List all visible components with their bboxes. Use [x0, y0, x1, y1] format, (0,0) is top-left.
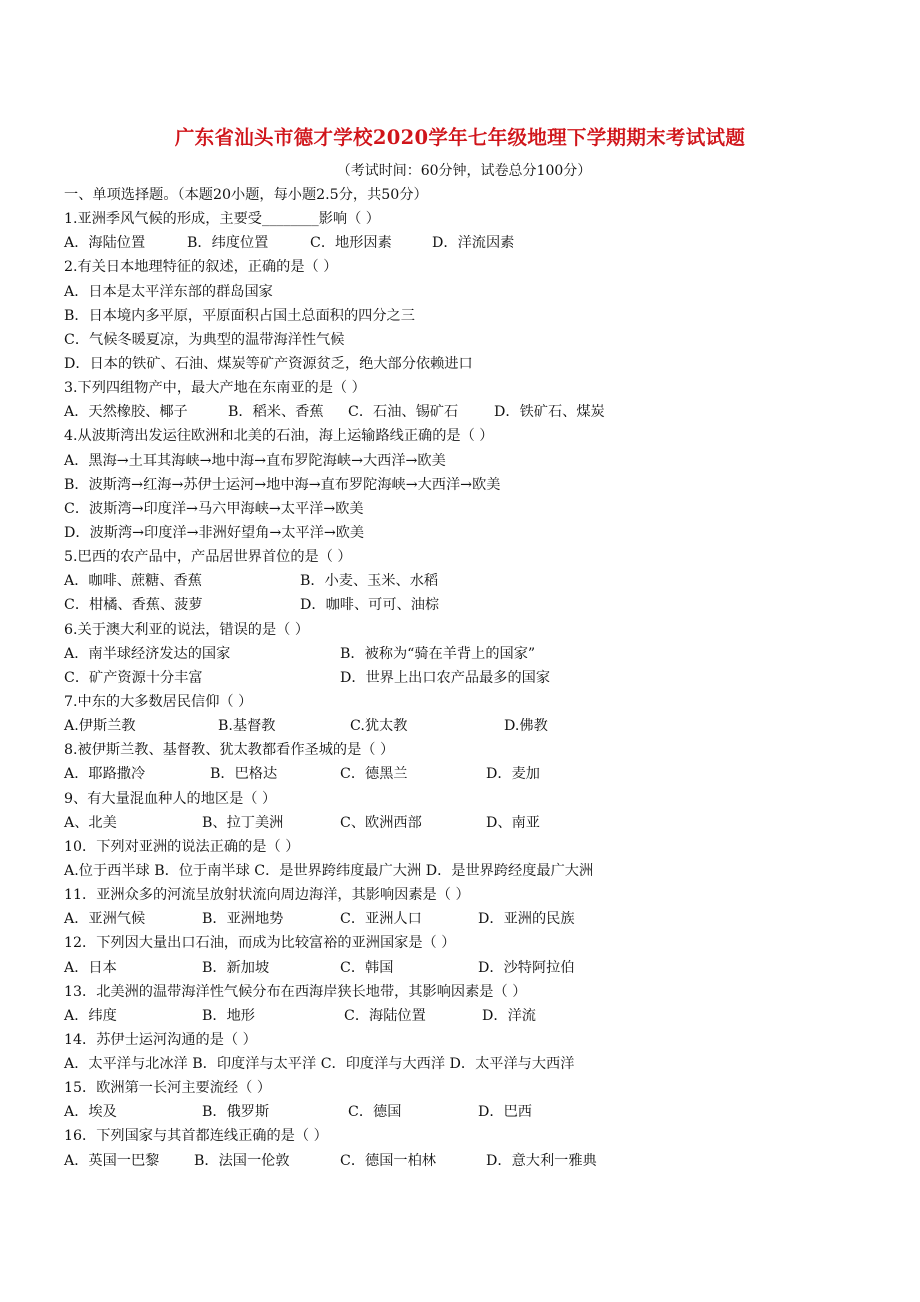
option: C．地形因素 — [310, 235, 392, 252]
option: A．南半球经济发达的国家 — [64, 645, 231, 662]
option: A．纬度 — [64, 1007, 117, 1024]
question-stem: 14．苏伊士运河沟通的是（ ） — [64, 1031, 257, 1048]
question-stem: 5.巴西的农产品中，产品居世界首位的是（ ） — [64, 549, 352, 566]
option: D．波斯湾→印度洋→非洲好望角→太平洋→欧美 — [64, 524, 365, 541]
option: A．埃及 — [64, 1104, 117, 1121]
option: A．日本 — [64, 959, 117, 976]
option: A.位于西半球 B．位于南半球 C．是世界跨纬度最广大洲 D．是世界跨经度最广大洲 — [64, 862, 594, 879]
option: B．小麦、玉米、水稻 — [300, 573, 439, 590]
option: B．亚洲地势 — [202, 911, 284, 928]
option: D．咖啡、可可、油棕 — [300, 597, 440, 614]
option: C．德黑兰 — [340, 766, 408, 783]
option: C．德国一柏林 — [340, 1152, 436, 1169]
option: C．石油、锡矿石 — [348, 404, 459, 421]
question-stem: 15．欧洲第一长河主要流经（ ） — [64, 1080, 272, 1097]
question-stem: 4.从波斯湾出发运往欧洲和北美的石油，海上运输路线正确的是（ ） — [64, 428, 494, 445]
options-row — [64, 642, 864, 666]
question-stem: 10．下列对亚洲的说法正确的是（ ） — [64, 838, 300, 855]
option: D．亚洲的民族 — [478, 911, 575, 928]
question-stem: 9、有大量混血种人的地区是（ ） — [64, 790, 277, 807]
option: B．稻米、香蕉 — [228, 404, 324, 421]
option: A．海陆位置 — [64, 235, 146, 252]
option: D、南亚 — [486, 814, 540, 831]
option: A．英国一巴黎 — [64, 1152, 160, 1169]
option: A．亚洲气候 — [64, 911, 146, 928]
option: C．亚洲人口 — [340, 911, 422, 928]
options-row — [64, 714, 864, 738]
option: B．纬度位置 — [187, 235, 269, 252]
option: B．法国一伦敦 — [194, 1152, 290, 1169]
options-row — [64, 1149, 864, 1173]
option: A．天然橡胶、椰子 — [64, 404, 188, 421]
option: C．韩国 — [340, 959, 394, 976]
question-stem: 1.亚洲季风气候的形成，主要受________影响（ ） — [64, 211, 380, 228]
options-row — [64, 956, 864, 980]
question-stem: 11．亚洲众多的河流呈放射状流向周边海洋，其影响因素是（ ） — [64, 887, 470, 904]
option: C.犹太教 — [350, 718, 408, 735]
options-row — [64, 231, 864, 255]
option: D．世界上出口农产品最多的国家 — [340, 669, 551, 686]
option: A．耶路撒冷 — [64, 766, 146, 783]
question-stem: 6.关于澳大利亚的说法，错误的是（ ） — [64, 621, 310, 638]
option: D．洋流 — [482, 1007, 536, 1024]
options-row — [64, 762, 864, 786]
options-row — [64, 1004, 864, 1028]
option: B．日本境内多平原，平原面积占国土总面积的四分之三 — [64, 307, 415, 324]
option: A、北美 — [64, 814, 117, 831]
option: D.佛教 — [504, 718, 548, 735]
option: D．麦加 — [486, 766, 540, 783]
option: B．新加坡 — [202, 959, 270, 976]
option: D．日本的铁矿、石油、煤炭等矿产资源贫乏，绝大部分依赖进口 — [64, 355, 473, 372]
option: B．俄罗斯 — [202, 1104, 270, 1121]
options-row — [64, 666, 864, 690]
option: C、欧洲西部 — [340, 814, 422, 831]
question-stem: 2.有关日本地理特征的叙述，正确的是（ ） — [64, 259, 338, 276]
option: A．黑海→土耳其海峡→地中海→直布罗陀海峡→大西洋→欧美 — [64, 452, 446, 469]
option: B.基督教 — [218, 718, 276, 735]
exam-subtitle: （考试时间：60分钟，试卷总分100分） — [336, 163, 592, 179]
option: C．波斯湾→印度洋→马六甲海峡→太平洋→欧美 — [64, 500, 364, 517]
exam-body — [64, 183, 864, 1173]
option: D．巴西 — [478, 1104, 532, 1121]
option: B、拉丁美洲 — [202, 814, 284, 831]
options-row — [64, 1100, 864, 1124]
option: C．德国 — [348, 1104, 402, 1121]
option: C．海陆位置 — [344, 1007, 426, 1024]
exam-title: 广东省汕头市德才学校2020学年七年级地理下学期期末考试试题 — [174, 126, 746, 149]
option: C．气候冬暖夏凉，为典型的温带海洋性气候 — [64, 331, 345, 348]
options-row — [64, 400, 864, 424]
option: A．咖啡、蔗糖、香蕉 — [64, 573, 202, 590]
option: D．铁矿石、煤炭 — [494, 404, 605, 421]
option: D．沙特阿拉伯 — [478, 959, 575, 976]
question-stem: 12．下列因大量出口石油，而成为比较富裕的亚洲国家是（ ） — [64, 935, 456, 952]
options-row — [64, 593, 864, 617]
option: B．波斯湾→红海→苏伊士运河→地中海→直布罗陀海峡→大西洋→欧美 — [64, 476, 501, 493]
option: B．被称为“骑在羊背上的国家” — [340, 645, 536, 662]
option: D．意大利一雅典 — [486, 1152, 597, 1169]
question-stem: 3.下列四组物产中，最大产地在东南亚的是（ ） — [64, 380, 366, 397]
options-row — [64, 569, 864, 593]
section-heading: 一、单项选择题。（本题20小题，每小题2.5分，共50分） — [64, 187, 428, 203]
question-stem: 8.被伊斯兰教、基督教、犹太教都看作圣城的是（ ） — [64, 742, 395, 759]
question-stem: 13．北美洲的温带海洋性气候分布在西海岸狭长地带，其影响因素是（ ） — [64, 983, 527, 1000]
option: A．日本是太平洋东部的群岛国家 — [64, 283, 273, 300]
option: A.伊斯兰教 — [64, 718, 136, 735]
question-stem: 16．下列国家与其首都连线正确的是（ ） — [64, 1128, 328, 1145]
question-stem: 7.中东的大多数居民信仰（ ） — [64, 693, 253, 710]
option: B．巴格达 — [210, 766, 278, 783]
option: C．柑橘、香蕉、菠萝 — [64, 597, 203, 614]
option: A．太平洋与北冰洋 B．印度洋与太平洋 C．印度洋与大西洋 D．太平洋与大西洋 — [64, 1056, 575, 1073]
option: D．洋流因素 — [432, 235, 515, 252]
option: C．矿产资源十分丰富 — [64, 669, 203, 686]
option: B．地形 — [202, 1007, 255, 1024]
options-row — [64, 811, 864, 835]
options-row — [64, 907, 864, 931]
